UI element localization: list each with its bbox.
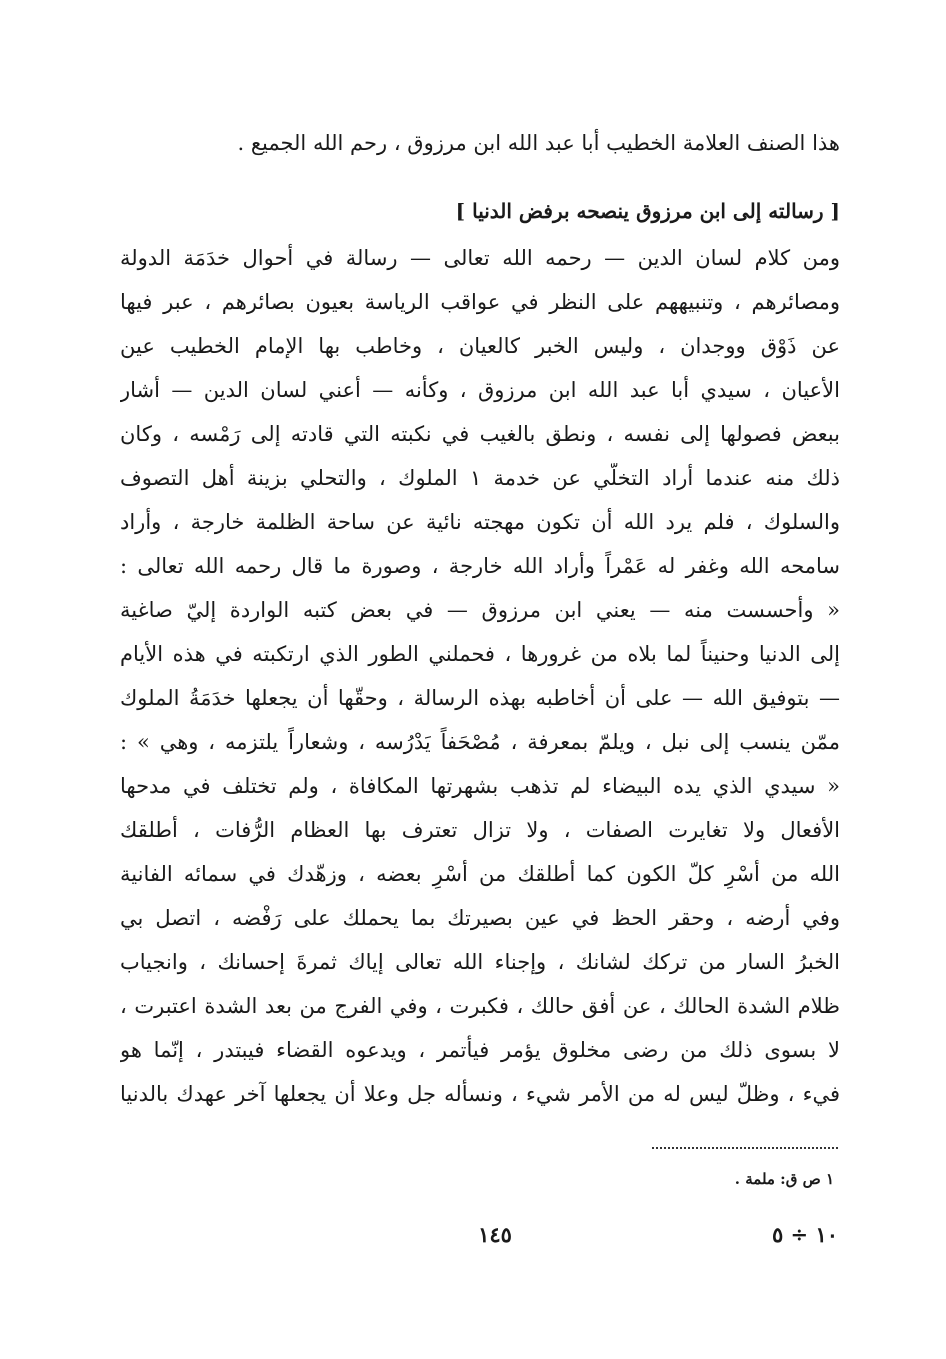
footnote-separator xyxy=(652,1147,838,1149)
signature-mark: ١٠ ÷ ٥ xyxy=(771,1222,838,1247)
body-line: الأعيان ، سيدي أبا عبد الله ابن مرزوق ، وكأنه — أعني لسان الدين — أشار xyxy=(120,378,840,402)
intro-line: هذا الصنف العلامة الخطيب أبا عبد الله ابن مرزوق ، رحم الله الجميع . xyxy=(237,131,840,155)
body-line: الخبرُ السار من تركك لشانك ، وإجناء الله تعالى إياك ثمرةَ إحسانك ، وانجياب xyxy=(120,950,840,974)
footnote: ١ ص ق: ملمة . xyxy=(734,1170,834,1188)
body-line: ظلام الشدة الحالك ، عن أفق حالك ، فكبرت ، وفي الفرج من بعد الشدة اعتبرت ، xyxy=(120,994,840,1018)
body-line: فيء ، وظلّ ليس له من الأمر شيء ، ونسأله جل وعلا أن يجعلها آخر عهدك بالدنيا xyxy=(120,1082,840,1106)
body-line: ومن كلام لسان الدين — رحمه الله تعالى — رسالة في أحوال خدَمَة الدولة xyxy=(120,246,840,270)
body-line: إلى الدنيا وحنيناً لما بلاه من غرورها ، فحملني الطور الذي ارتكبته في هذه الأيام xyxy=(120,642,840,666)
body-line: ممّن ينسب إلى نبل ، ويلمّ بمعرفة ، مُصْحَفاً يَدْرُسه ، وشعاراً يلتزمه ، وهي » : xyxy=(120,730,840,754)
body-line: الله من أسْرِ كلّ الكون كما أطلقك من أسْرِ بعضه ، وزهّدك في سمائه الفانية xyxy=(120,862,840,886)
body-line: وفي أرضه ، وحقر الحظ في عين بصيرتك بما يحملك على رَفْضه ، اتصل بي xyxy=(120,906,840,930)
page-number: ١٤٥ xyxy=(478,1222,512,1247)
body-line: سامحه الله وغفر له عَمْراً وأراد الله خارجة ، وصورة ما قال رحمه الله تعالى : xyxy=(120,554,840,578)
body-line: الأفعال ولا تغايرت الصفات ، ولا تزال تعترف بها العظام الرُّفات ، أطلقك xyxy=(120,818,840,842)
body-line: ببعض فصولها إلى نفسه ، ونطق بالغيب في نكبته التي قادته إلى رَمْسه ، وكان xyxy=(120,422,840,446)
body-line: — بتوفيق الله — على أن أخاطبه بهذه الرسالة ، وحقّها أن يجعلها خدَمَةُ الملوك xyxy=(120,686,840,710)
section-heading: [ رسالته إلى ابن مرزوق ينصحه برفض الدنيا ] xyxy=(455,199,840,223)
body-line: « سيدي الذي يده البيضاء لم تذهب بشهرتها المكافاة ، ولم تختلف في مدحها xyxy=(120,774,840,798)
body-line: لا بسوى ذلك من رضى مخلوق يؤمر فيأتمر ، ويدعوه القضاء فيبتدر ، إنّما هو xyxy=(120,1038,840,1062)
body-line: عن ذَوْق ووجدان ، وليس الخبر كالعيان ، وخاطب بها الإمام الخطيب عين xyxy=(120,334,840,358)
body-line: « وأحسست منه — يعني ابن مرزوق — في بعض كتبه الواردة إليّ صاغية xyxy=(120,598,840,622)
body-line: ومصائرهم ، وتنبيههم على النظر في عواقب الرياسة بعيون بصائرهم ، عبر فيها xyxy=(120,290,840,314)
body-line: ذلك منه عندما أراد التخلّي عن خدمة ١ الملوك ، والتحلي بزينة أهل التصوف xyxy=(120,466,840,490)
body-line: والسلوك ، فلم يرد الله أن تكون مهجته نائية عن ساحة الظلمة خارجة ، وأراد xyxy=(120,510,840,534)
